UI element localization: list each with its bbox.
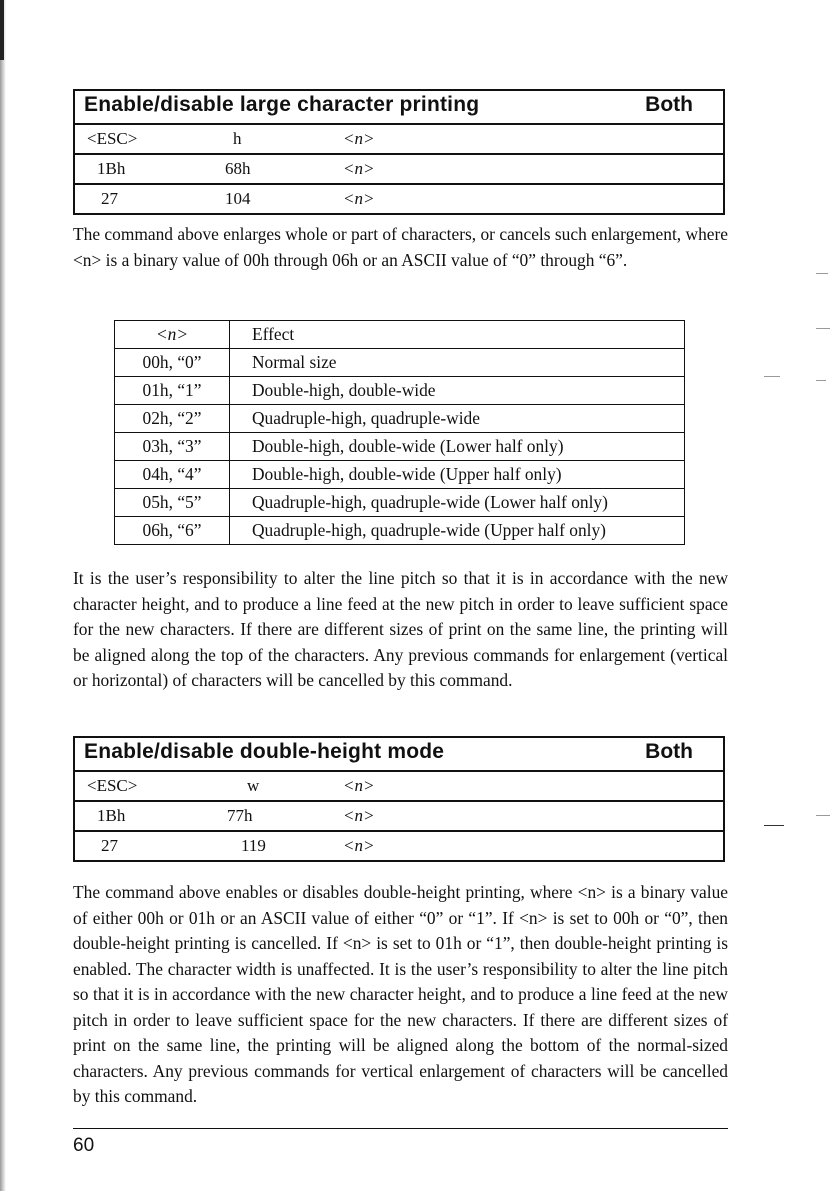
table-cell-key: 04h, “4” bbox=[115, 461, 230, 489]
command-header bbox=[75, 91, 723, 125]
command-row bbox=[75, 183, 723, 213]
paragraph-responsibility: It is the user’s responsibility to alter the line pitch so that it is in accordance with the new character height, and to produce a line feed at the new pitch in order to leave sufficient space for the new characters. If there are different sizes of print on the same line, the printing will be aligned along the top of the characters. Any previous commands for enlargement (vertical or horizontal) of characters will be cancelled by this command. bbox=[73, 568, 728, 690]
table-row bbox=[115, 461, 685, 489]
command-char: 104 bbox=[225, 189, 251, 208]
table-header-key bbox=[115, 321, 230, 349]
table-cell-key: 00h, “0” bbox=[115, 349, 230, 377]
command-row bbox=[75, 830, 723, 860]
table-header-value: Effect bbox=[230, 321, 685, 349]
table-cell-key: 02h, “2” bbox=[115, 405, 230, 433]
command-box-large-char bbox=[73, 89, 725, 215]
footer-rule bbox=[73, 1128, 728, 1129]
table-cell-key: 01h, “1” bbox=[115, 377, 230, 405]
scan-edge-mark bbox=[0, 0, 4, 60]
command-code: <ESC> bbox=[87, 776, 138, 795]
table-row bbox=[115, 517, 685, 545]
command-char: 68h bbox=[225, 159, 251, 178]
command-code: 27 bbox=[101, 836, 118, 855]
paragraph-double-height: The command above enables or disables double-height printing, where <n> is a binary value of either 00h or 01h or an ASCII value of either “0” or “1”. If <n> is set to 00h or “0”, then double-height printing is cancelled. If <n> is set to 01h or “1”, then double-height printing is enabled. The character width is unaffected. It is the user’s responsibility to alter the line pitch so that it is in accordance with the new character height, and to produce a line feed at the new pitch in order to leave sufficient space for the new characters. If there are different sizes of print on the same line, the printing will be aligned along the bottom of the normal-sized characters. Any previous commands for vertical enlargement of characters will be cancelled by this command. bbox=[73, 882, 728, 1106]
table-cell-value: Double-high, double-wide (Upper half only) bbox=[230, 461, 685, 489]
table-row bbox=[115, 349, 685, 377]
header-key-text: <n> bbox=[155, 324, 189, 344]
command-code: 1Bh bbox=[97, 806, 126, 825]
table-cell-value: Double-high, double-wide (Lower half only) bbox=[230, 433, 685, 461]
table-row bbox=[115, 489, 685, 517]
table-row bbox=[115, 405, 685, 433]
command-box-double-height bbox=[73, 736, 725, 862]
command-title: Enable/disable large character printing bbox=[84, 93, 480, 116]
scan-mark bbox=[816, 380, 826, 381]
table-cell-value: Quadruple-high, quadruple-wide bbox=[230, 405, 685, 433]
command-param: <n> bbox=[343, 836, 375, 855]
paragraph-large-char: The command above enlarges whole or part of characters, or cancels such enlargement, where <n> is a binary value of 00h through 06h or an ASCII value of “0” through “6”. bbox=[73, 224, 728, 270]
command-row bbox=[75, 125, 723, 153]
command-char: h bbox=[233, 129, 242, 148]
table-cell-key: 06h, “6” bbox=[115, 517, 230, 545]
table-cell-key: 03h, “3” bbox=[115, 433, 230, 461]
table-cell-value: Quadruple-high, quadruple-wide (Lower half only) bbox=[230, 489, 685, 517]
command-param: <n> bbox=[343, 159, 375, 178]
effects-table bbox=[114, 320, 685, 545]
command-row bbox=[75, 772, 723, 800]
command-char: w bbox=[247, 776, 260, 795]
command-code: 27 bbox=[101, 189, 118, 208]
scan-edge bbox=[0, 0, 6, 1191]
command-title: Enable/disable double-height mode bbox=[84, 740, 445, 763]
table-cell-key: 05h, “5” bbox=[115, 489, 230, 517]
command-mode: Both bbox=[645, 93, 693, 116]
command-char: 119 bbox=[241, 836, 266, 855]
command-row bbox=[75, 800, 723, 830]
scan-mark bbox=[816, 815, 830, 816]
command-code: <ESC> bbox=[87, 129, 138, 148]
command-param: <n> bbox=[343, 776, 375, 795]
table-cell-value: Normal size bbox=[230, 349, 685, 377]
table-row bbox=[115, 433, 685, 461]
command-header bbox=[75, 738, 723, 772]
scan-mark bbox=[764, 376, 780, 377]
scan-mark bbox=[764, 825, 784, 826]
command-param: <n> bbox=[343, 189, 375, 208]
page-number: 60 bbox=[73, 1135, 95, 1156]
command-param: <n> bbox=[343, 806, 375, 825]
table-row bbox=[115, 377, 685, 405]
command-mode: Both bbox=[645, 740, 693, 763]
scan-mark bbox=[816, 273, 828, 274]
command-row bbox=[75, 153, 723, 183]
table-cell-value: Quadruple-high, quadruple-wide (Upper half only) bbox=[230, 517, 685, 545]
command-param: <n> bbox=[343, 129, 375, 148]
table-cell-value: Double-high, double-wide bbox=[230, 377, 685, 405]
scan-mark bbox=[816, 328, 830, 329]
command-code: 1Bh bbox=[97, 159, 126, 178]
table-header-row bbox=[115, 321, 685, 349]
command-char: 77h bbox=[227, 806, 253, 825]
